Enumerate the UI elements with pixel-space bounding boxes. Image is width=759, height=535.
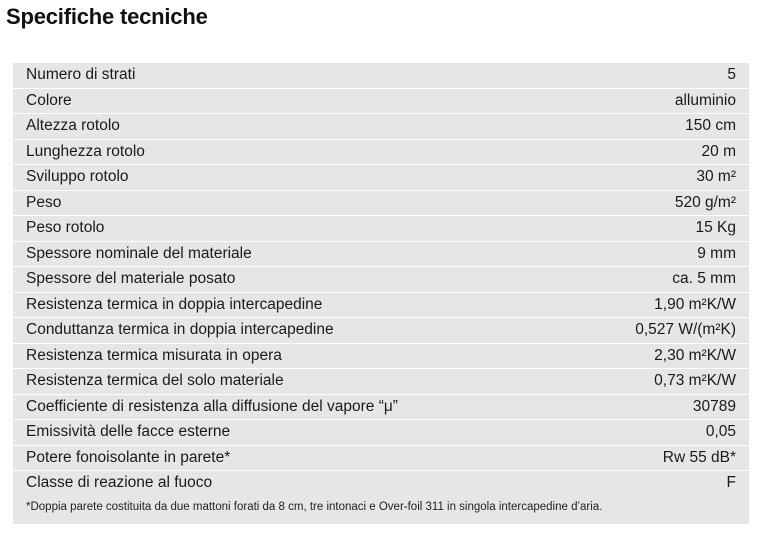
footnote: *Doppia parete costituita da due mattoni forati da 8 cm, tre intonaci e Over-foil 311 in singola intercapedine d’aria. — [26, 501, 603, 513]
spec-label: Numero di strati — [13, 63, 436, 88]
spec-label: Lunghezza rotolo — [13, 139, 436, 165]
spec-label: Spessore nominale del materiale — [13, 241, 436, 267]
table-row — [13, 369, 749, 395]
spec-label: Coefficiente di resistenza alla diffusione del vapore “μ” — [13, 394, 436, 420]
spec-value: 20 m — [436, 139, 749, 165]
spec-value: 30 m² — [436, 165, 749, 191]
spec-label: Peso — [13, 190, 436, 216]
table-row — [13, 114, 749, 140]
spec-value: 5 — [436, 63, 749, 88]
spec-label: Emissività delle facce esterne — [13, 420, 436, 446]
table-row — [13, 139, 749, 165]
table-row — [13, 420, 749, 446]
spec-label: Potere fonoisolante in parete* — [13, 445, 436, 471]
table-row — [13, 471, 749, 496]
spec-value: 2,30 m²K/W — [436, 343, 749, 369]
spec-label: Spessore del materiale posato — [13, 267, 436, 293]
spec-value: 15 Kg — [436, 216, 749, 242]
spec-value: 150 cm — [436, 114, 749, 140]
spec-label: Resistenza termica del solo materiale — [13, 369, 436, 395]
page-title: Specifiche tecniche — [6, 4, 208, 29]
spec-label: Altezza rotolo — [13, 114, 436, 140]
spec-label: Resistenza termica in doppia intercapedine — [13, 292, 436, 318]
spec-table — [13, 63, 749, 496]
table-row — [13, 190, 749, 216]
table-row — [13, 216, 749, 242]
table-row — [13, 63, 749, 88]
spec-value: 1,90 m²K/W — [436, 292, 749, 318]
spec-value: 30789 — [436, 394, 749, 420]
spec-table-container — [13, 63, 749, 524]
table-row — [13, 394, 749, 420]
spec-label: Classe di reazione al fuoco — [26, 474, 213, 492]
spec-label: Colore — [13, 88, 436, 114]
spec-value: alluminio — [436, 88, 749, 114]
table-row — [13, 267, 749, 293]
spec-value: 0,05 — [436, 420, 749, 446]
table-row — [13, 241, 749, 267]
spec-value: 520 g/m² — [436, 190, 749, 216]
spec-label: Resistenza termica misurata in opera — [13, 343, 436, 369]
table-row — [13, 343, 749, 369]
table-row — [13, 292, 749, 318]
spec-value: 9 mm — [436, 241, 749, 267]
table-row — [13, 445, 749, 471]
spec-label: Sviluppo rotolo — [13, 165, 436, 191]
spec-label: Peso rotolo — [13, 216, 436, 242]
table-row — [13, 318, 749, 344]
spec-value: Rw 55 dB* — [436, 445, 749, 471]
spec-label: Conduttanza termica in doppia intercapedine — [13, 318, 436, 344]
table-row — [13, 88, 749, 114]
spec-value: 0,73 m²K/W — [436, 369, 749, 395]
spec-value: ca. 5 mm — [436, 267, 749, 293]
table-row — [13, 165, 749, 191]
spec-value: F — [726, 474, 736, 492]
spec-value: 0,527 W/(m²K) — [436, 318, 749, 344]
